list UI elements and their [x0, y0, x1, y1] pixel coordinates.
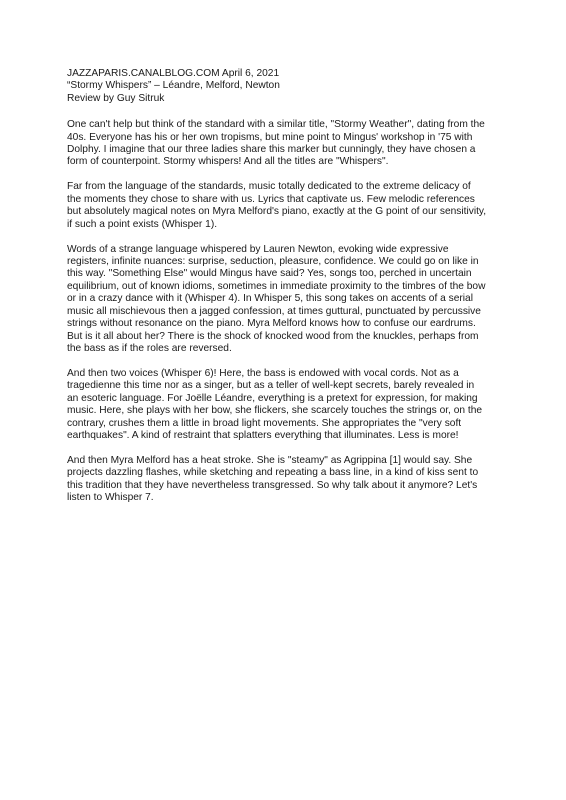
text-line: earthquakes". A kind of restraint that splatters everything that illuminates. Less is more! — [67, 429, 459, 441]
text-line: equilibrium, out of known idioms, sometimes in immediate proximity to the timbres of the bow — [67, 280, 486, 292]
text-line: Dolphy. I imagine that our three ladies share this marker but cunningly, they have chosen a — [67, 144, 476, 156]
text-line: this way. "Something Else" would Mingus have said? Yes, songs too, perched in uncertain — [67, 268, 472, 280]
paragraph-5 — [67, 455, 507, 505]
paragraph-3 — [67, 244, 507, 356]
text-line: And then Myra Melford has a heat stroke. She is "steamy" as Agrippina [1] would say. She — [67, 454, 473, 466]
text-line: the bass as if the roles are reversed. — [67, 342, 232, 354]
document-page — [67, 68, 507, 517]
article-header — [67, 68, 507, 105]
paragraph-2 — [67, 181, 507, 231]
text-line: projects dazzling flashes, while sketching and repeating a bass line, in a kind of kiss sent to — [67, 467, 479, 479]
text-line: strings without resonance on the piano. Myra Melford knows how to confuse our eardrums. — [67, 318, 476, 330]
text-line: form of counterpoint. Stormy whispers! And all the titles are "Whispers". — [67, 156, 389, 168]
text-line: But is it all about her? There is the shock of knocked wood from the knuckles, perhaps from — [67, 330, 479, 342]
text-line: music all mischievous then a jagged confession, at times guttural, punctuated by percussive — [67, 305, 481, 317]
text-line: One can't help but think of the standard with a similar title, "Stormy Weather", dating from the — [67, 119, 485, 131]
text-line: if such a point exists (Whisper 1). — [67, 218, 218, 230]
text-line: registers, infinite nuances: surprise, seduction, pleasure, confidence. We could go on like in — [67, 256, 479, 268]
paragraph-4 — [67, 368, 507, 442]
text-line: the moments they chose to share with us. Lyrics that captivate us. Few melodic references — [67, 193, 475, 205]
paragraph-1 — [67, 119, 507, 169]
text-line: but absolutely magical notes on Myra Melford's piano, exactly at the G point of our sensitivity, — [67, 206, 487, 218]
text-line: 40s. Everyone has his or her own tropisms, but mine point to Mingus' workshop in '75 with — [67, 131, 473, 143]
text-line: Words of a strange language whispered by Lauren Newton, evoking wide expressive — [67, 243, 449, 255]
text-line: music. Here, she plays with her bow, she flickers, she scarcely touches the strings or, on the — [67, 405, 483, 417]
article-title: “Stormy Whispers” – Léandre, Melford, Newton — [67, 80, 280, 92]
text-line: or in a crazy dance with it (Whisper 4). In Whisper 5, this song takes on accents of a serial — [67, 293, 473, 305]
text-line: tragedienne this time nor as a singer, but as a teller of well-kept secrets, barely revealed in — [67, 380, 475, 392]
text-line: And then two voices (Whisper 6)! Here, the bass is endowed with vocal cords. Not as a — [67, 367, 459, 379]
text-line: Far from the language of the standards, music totally dedicated to the extreme delicacy of — [67, 181, 471, 193]
author-byline: Review by Guy Sitruk — [67, 92, 165, 104]
text-line: this tradition that they have nevertheless transgressed. So why talk about it anymore? Let's — [67, 479, 478, 491]
source-and-date: JAZZAPARIS.CANALBLOG.COM April 6, 2021 — [67, 68, 280, 79]
text-line: listen to Whisper 7. — [67, 492, 154, 504]
text-line: contrary, crushes them a little in broad light movements. She appropriates the "very soft — [67, 417, 462, 429]
text-line: an esoteric language. For Joëlle Léandre, everything is a pretext for expression, for making — [67, 392, 478, 404]
